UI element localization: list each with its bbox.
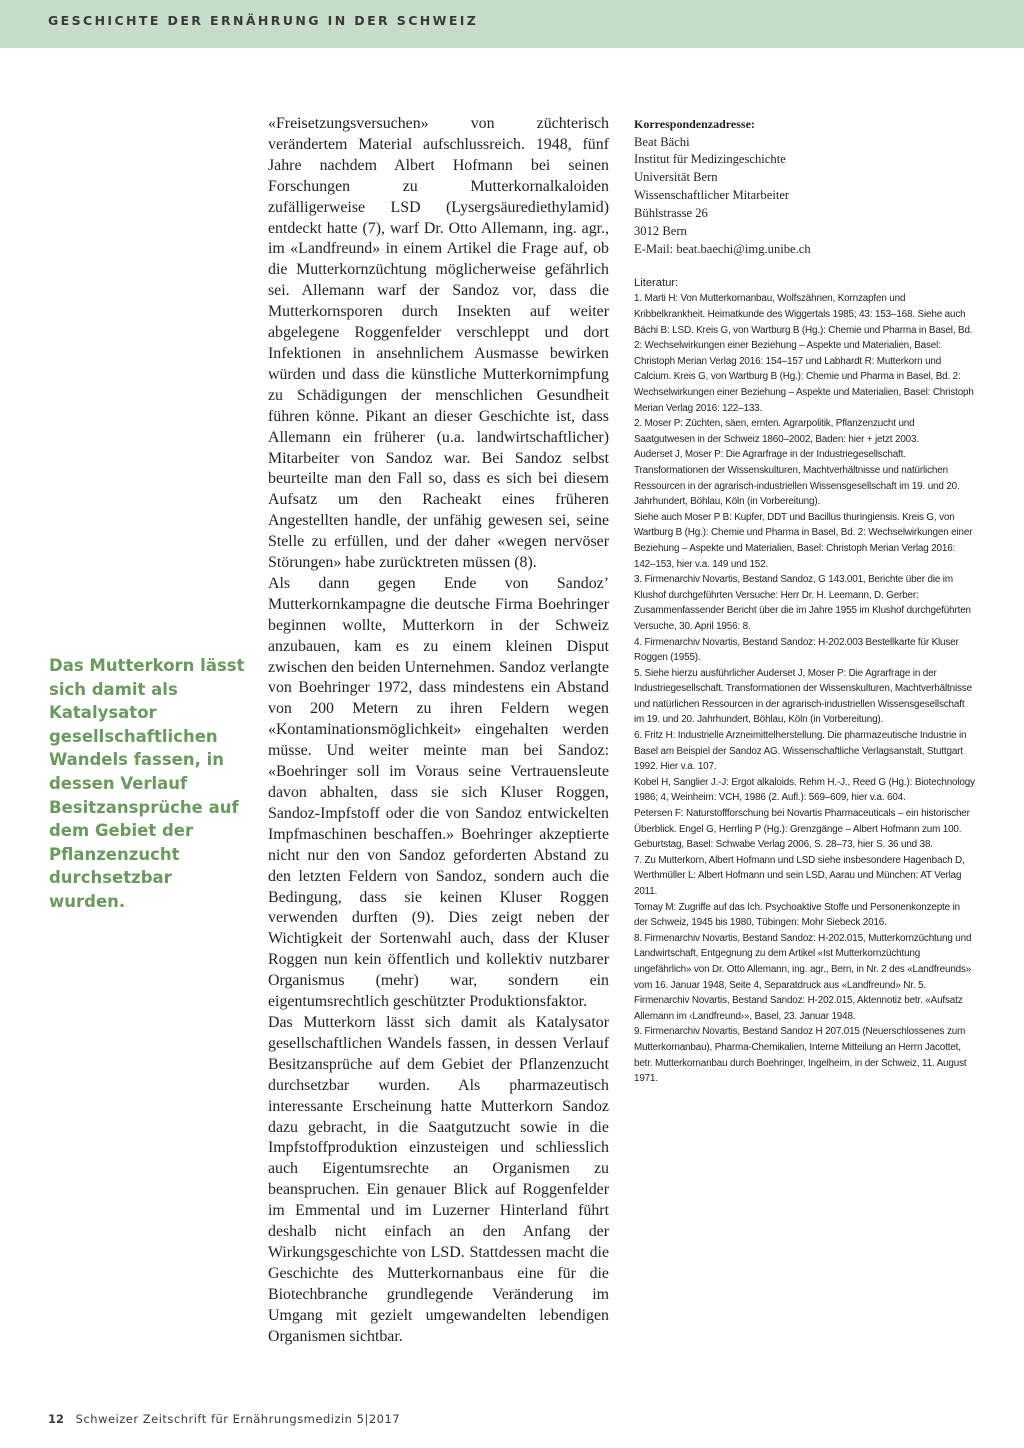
article-body xyxy=(268,114,609,1347)
reference-item: 7. Zu Mutterkorn, Albert Hofmann und LSD siehe insbesondere Hagenbach D, Werthmüller L: Albert Hofmann und sein LSD, Aarau und München: AT Verlag 2011. xyxy=(634,854,965,897)
sidebar-column xyxy=(634,116,976,1087)
literature-list xyxy=(634,291,976,1086)
reference-item: 2. Moser P: Züchten, säen, ernten. Agrarpolitik, Pflanzenzucht und Saatgutwesen in der Schweiz 1860–2002, Baden: hier + jetzt 2003. xyxy=(634,418,919,445)
body-paragraph: «Freisetzungsversuchen» von züchterisch verändertem Material aufschlussreich. 1948, fünf Jahre nachdem Albert Hofmann bei seinen Forschungen zu Mutterkornalkaloiden zufälligerweise LSD (Lysergsäurediethylamid) entdeckt hatte (7), warf Dr. Otto Allemann, ing. agr., im «Landfreund» in einem Artikel die Frage auf, ob die Mutterkornzüchtung möglicherweise gefährlich sei. Allemann warf der Sandoz vor, dass die Mutterkornsporen durch Insekten auf weiter abgelegene Roggenfelder verschleppt und dort Infektionen in ansehnlichem Ausmasse bewirken würden und dass die künstliche Mutterkornimpfung zu Schädigungen der menschlichen Gesundheit führen könne. Pikant an dieser Geschichte ist, dass Allemann ein früherer (u.a. landwirtschaftlicher) Mitarbeiter von Sandoz war. Bei Sandoz selbst beurteilte man den Fall so, dass es sich bei diesem Aufsatz um den Racheakt eines früheren Angestellten handle, der unfähig gewesen sei, seine Stelle zu erfüllen, und der daher «wegen nervöser Störungen» habe zurücktreten müssen (8). xyxy=(268,115,609,572)
correspondence-heading: Korrespondenzadresse: xyxy=(634,117,755,131)
journal-name: Schweizer Zeitschrift für Ernährungsmedizin 5|2017 xyxy=(75,1412,401,1426)
correspondence-street: Bühlstrasse 26 xyxy=(634,206,708,221)
reference-item: Firmenarchiv Novartis, Bestand Sandoz: H-202.015, Aktennotiz betr. «Aufsatz Allemann im ‹Landfreund›», Basel, 23. Januar 1948. xyxy=(634,995,963,1022)
reference-item: 9. Firmenarchiv Novartis, Bestand Sandoz H 207.015 (Neuerschlossenes zum Mutterkornanbau), Pharma-Chemikalien, Interne Mitteilung an Herrn Jacottet, betr. Mutterkornanbau durch Boehringer, Ingelheim, in der Schweiz, 11. August 1971. xyxy=(634,1026,967,1085)
reference-item: Kobel H, Sanglier J.-J: Ergot alkaloids. Rehm H.-J., Reed G (Hg.): Biotechnology 1986; 4, Weinheim: VCH, 1986 (2. Aufl.): 569–609, hier v.a. 604. xyxy=(634,776,975,804)
page-footer xyxy=(48,1412,400,1426)
reference-item: Siehe auch Moser P B: Kupfer, DDT und Bacillus thuringiensis. Kreis G, von Wartburg B (Hg.): Chemie und Pharma in Basel, Bd. 2: Wechselwirkungen einer Beziehung – Aspekte und Materialien, Basel: Christoph Merian Verlag 2016: 142–153, hier v.a. 149 und 152. xyxy=(634,511,973,570)
reference-item: 1. Marti H: Von Mutterkornanbau, Wolfszähnen, Kornzapfen und Kribbelkrankheit. Heimatkunde des Wiggertals 1985; 43: 153–168. Siehe auch Bächi B: LSD. Kreis G, von Wartburg B (Hg.): Chemie und Pharma in Basel, Bd. 2: Wechselwirkungen einer Beziehung – Aspekte und Materialien, Basel: Christoph Merian Verlag 2016: 154–157 und Labhardt R: Mutterkorn und Calcium. Kreis G, von Wartburg B (Hg.): Chemie und Pharma in Basel, Bd. 2: Wechselwirkungen einer Beziehung – Aspekte und Materialien, Basel: Christoph Merian Verlag 2016: 122–133. xyxy=(634,293,974,414)
page-number: 12 xyxy=(48,1412,65,1426)
correspondence-city: 3012 Bern xyxy=(634,224,687,239)
reference-item: Auderset J, Moser P: Die Agrarfrage in der Industriegesellschaft. Transformationen der Wissenskulturen, Machtverhältnisse und natürlichen Ressourcen in der agrarisch-industriellen Wissensgesellschaft im 19. und 20. Jahrhundert, Böhlau, Köln (in Vorbereitung). xyxy=(634,449,960,508)
running-header-title: GESCHICHTE DER ERNÄHRUNG IN DER SCHWEIZ xyxy=(48,13,479,28)
pull-quote: Das Mutterkorn lässt sich damit als Katalysator gesellschaftlichen Wandels fassen, in dessen Verlauf Besitzansprüche auf dem Gebiet der Pflanzenzucht durchsetzbar wurden. xyxy=(49,656,245,911)
literature-heading: Literatur: xyxy=(634,276,679,289)
body-paragraph: Als dann gegen Ende von Sandoz’ Mutterkornkampagne die deutsche Firma Boehringer beginnen wollte, Mutterkorn in der Schweiz anzubauen, kam es zu einem kleinen Disput zwischen den beiden Unternehmen. Sandoz verlangte von Boehringer 1972, dass mindestens ein Abstand von 200 Metern zu ihren Feldern wegen «Kontaminationsmöglichkeit» eingehalten werden müsse. Und weiter meinte man bei Sandoz: «Boehringer soll im Voraus seine Vertrauensleute davon abhalten, dass sie sich Kluser Roggen, Sandoz-Impfstoff oder die von Sandoz entwickelten Impfmaschinen beschaffen.» Boehringer akzeptierte nicht nur den von Sandoz geforderten Abstand zu den letzten Feldern von Sandoz, sondern auch die Bedingung, dass sie keinen Kluser Roggen verwenden durften (9). Dies zeigt neben der Wichtigkeit der Sortenwahl auch, dass der Kluser Roggen nun kein öffentlich und kollektiv nutzbarer Organismus (mehr) war, sondern ein eigentumsrechtlich geschützter Produktionsfaktor. xyxy=(268,574,609,1011)
reference-item: Petersen F: Naturstoffforschung bei Novartis Pharmaceuticals – ein historischer Überblick. Engel G, Herrling P (Hg.): Grenzgänge – Albert Hofmann zum 100. Geburtstag, Basel: Schwabe Verlag 2006, S. 28–73, hier S. 36 und 38. xyxy=(634,808,970,851)
correspondence-name: Beat Bächi xyxy=(634,134,690,149)
correspondence-position: Wissenschaftlicher Mitarbeiter xyxy=(634,188,790,203)
reference-item: 4. Firmenarchiv Novartis, Bestand Sandoz: H-202.003 Bestellkarte für Kluser Roggen (1955). xyxy=(634,636,959,664)
reference-item: 6. Fritz H: Industrielle Arzneimittelherstellung. Die pharmazeutische Industrie in Basel am Beispiel der Sandoz AG. Wissenschaftliche Verlagsanstalt, Stuttgart 1992. Hier v.a. 107. xyxy=(634,730,967,773)
running-header-band xyxy=(0,0,1024,48)
body-paragraph: Das Mutterkorn lässt sich damit als Katalysator gesellschaftlichen Wandels fassen, in dessen Verlauf Besitzansprüche auf dem Gebiet der Pflanzenzucht durchsetzbar wurden. Als pharmazeutisch interessante Erscheinung hatte Mutterkorn Sandoz dazu gebracht, in die Saatgutzucht sowie in die Impfstoffproduktion einzusteigen und schliesslich auch Eigentumsrechte an Organismen zu beanspruchen. Ein genauer Blick auf Roggenfelder im Emmental und im Luzerner Hinterland führt deshalb nicht einfach an den Anfang der Wirkungsgeschichte von LSD. Stattdessen macht die Geschichte des Mutterkornanbaus eine für die Biotechbranche grundlegende Veränderung im Umgang mit gezielt umgewandelten lebendigen Organismen sichtbar. xyxy=(268,1013,609,1345)
correspondence-email: E-Mail: beat.baechi@img.unibe.ch xyxy=(634,241,811,256)
reference-item: 5. Siehe hierzu ausführlicher Auderset J, Moser P: Die Agrarfrage in der Industriegesellschaft. Transformationen der Wissenskulturen, Machtverhältnisse und natürlichen Ressourcen in der agrarisch-industriellen Wissensgesellschaft im 19. und 20. Jahrhundert, Böhlau, Köln (in Vorbereitung). xyxy=(634,667,972,726)
reference-item: 3. Firmenarchiv Novartis, Bestand Sandoz, G 143.001, Berichte über die im Klushof durchgeführten Versuche: Herr Dr. H. Leemann, D. Gerber: Zusammenfassender Bericht über die im Jahre 1955 im Klushof durchgeführten Versuche, 30. April 1956: 8. xyxy=(634,574,971,632)
correspondence-institute: Institut für Medizingeschichte xyxy=(634,152,786,167)
correspondence-block xyxy=(634,116,976,259)
reference-item: Tornay M: Zugriffe auf das Ich. Psychoaktive Stoffe und Personenkonzepte in der Schweiz, 1945 bis 1980, Tübingen: Mohr Siebeck 2016. xyxy=(634,901,960,929)
correspondence-university: Universität Bern xyxy=(634,170,718,185)
reference-item: 8. Firmenarchiv Novartis, Bestand Sandoz: H-202.015, Mutterkornzüchtung und Landwirtschaft, Entgegnung zu dem Artikel «Ist Mutterkornzüchtung ungefährlich» von Dr. Otto Allemann, ing. agr., Bern, in Nr. 2 des «Landfreunds» vom 16. Januar 1948, Seite 4, Separatdruck aus «Landfreund» Nr. 5. xyxy=(634,932,972,991)
